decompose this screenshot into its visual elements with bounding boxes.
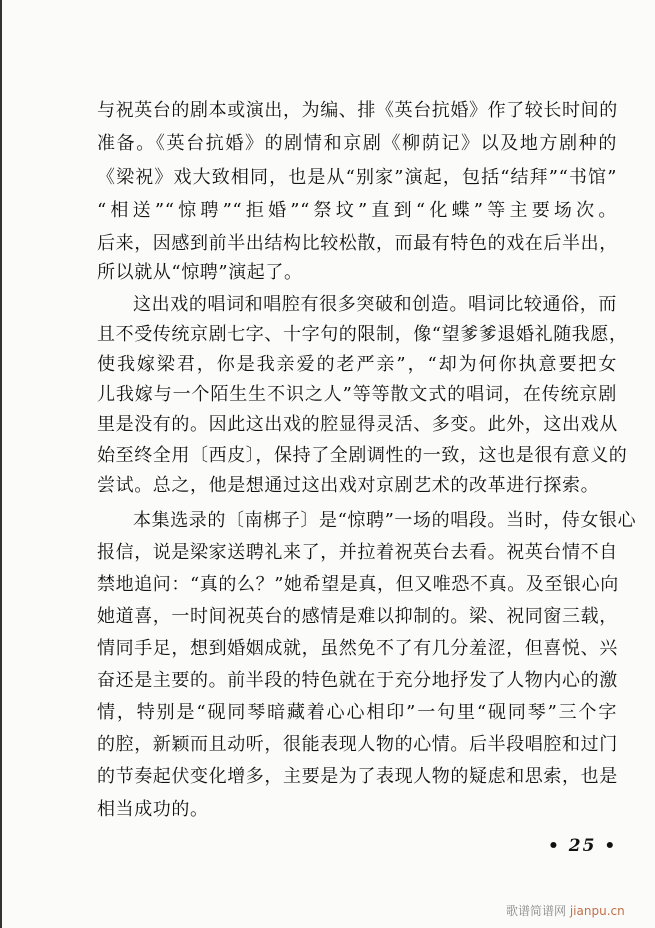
text-line: 情，特别是“砚同琴暗藏着心心相印”一句里“砚同琴”三个字 [97, 702, 617, 723]
text-line: 的腔，新颖而且动听，很能表现人物的心情。后半段唱腔和过门 [97, 734, 618, 755]
text-line: 与祝英台的剧本或演出，为编、排《英台抗婚》作了较长时间的 [97, 100, 618, 121]
text-line: 所以就从“惊聘”演起了。 [97, 262, 303, 283]
text-line: 里是没有的。因此这出戏的腔显得灵活、多变。此外，这出戏从 [97, 414, 618, 435]
text-line: 报信，说是梁家送聘礼来了，并拉着祝英台去看。祝英台情不自 [97, 542, 618, 563]
page-number: • 25 • [548, 836, 618, 856]
text-line: 奋还是主要的。前半段的特色就在于充分地抒发了人物内心的激 [97, 670, 618, 691]
watermark [506, 902, 625, 919]
text-line: “相送”“惊聘”“拒婚”“祭坟”直到“化蝶”等主要场次。 [97, 200, 617, 221]
text-line: 准备。《英台抗婚》的剧情和京剧《柳荫记》以及地方剧种的 [97, 133, 617, 154]
text-line: 儿我嫁与一个陌生生不识之人”等等散文式的唱词，在传统京剧 [97, 384, 617, 405]
watermark-site-name: 歌谱简谱网 [506, 904, 567, 918]
text-line: 使我嫁梁君，你是我亲爱的老严亲”，“却为何你执意要把女 [97, 354, 617, 375]
text-line: 尝试。总之，他是想通过这出戏对京剧艺术的改革进行探索。 [97, 475, 600, 496]
page-edge-line [0, 0, 2, 928]
watermark-url: jianpu.cn [569, 904, 625, 918]
text-line: 且不受传统京剧七字、十字句的限制，像“望爹爹退婚礼随我愿， [97, 324, 628, 345]
text-line: 她道喜，一时间祝英台的感情是难以抑制的。梁、祝同窗三载， [97, 606, 618, 627]
text-line: 本集选录的〔南梆子〕是“惊聘”一场的唱段。当时，侍女银心 [133, 510, 637, 531]
text-line: 禁地追问：“真的么？”她希望是真，但又唯恐不真。及至银心向 [97, 574, 619, 595]
text-line: 《梁祝》戏大致相同，也是从“别家”演起，包括“结拜”“书馆” [97, 167, 617, 188]
text-line: 始至终全用〔西皮〕，保持了全剧调性的一致，这也是很有意义的 [97, 445, 628, 466]
text-line: 相当成功的。 [97, 799, 209, 820]
text-line: 后来，因感到前半出结构比较松散，而最有特色的戏在后半出， [97, 233, 618, 254]
text-line: 这出戏的唱词和唱腔有很多突破和创造。唱词比较通俗，而 [133, 294, 617, 315]
text-line: 情同手足，想到婚姻成就，虽然免不了有几分羞涩，但喜悦、兴 [97, 638, 618, 659]
text-line: 的节奏起伏变化增多，主要是为了表现人物的疑虑和思索，也是 [97, 766, 618, 787]
